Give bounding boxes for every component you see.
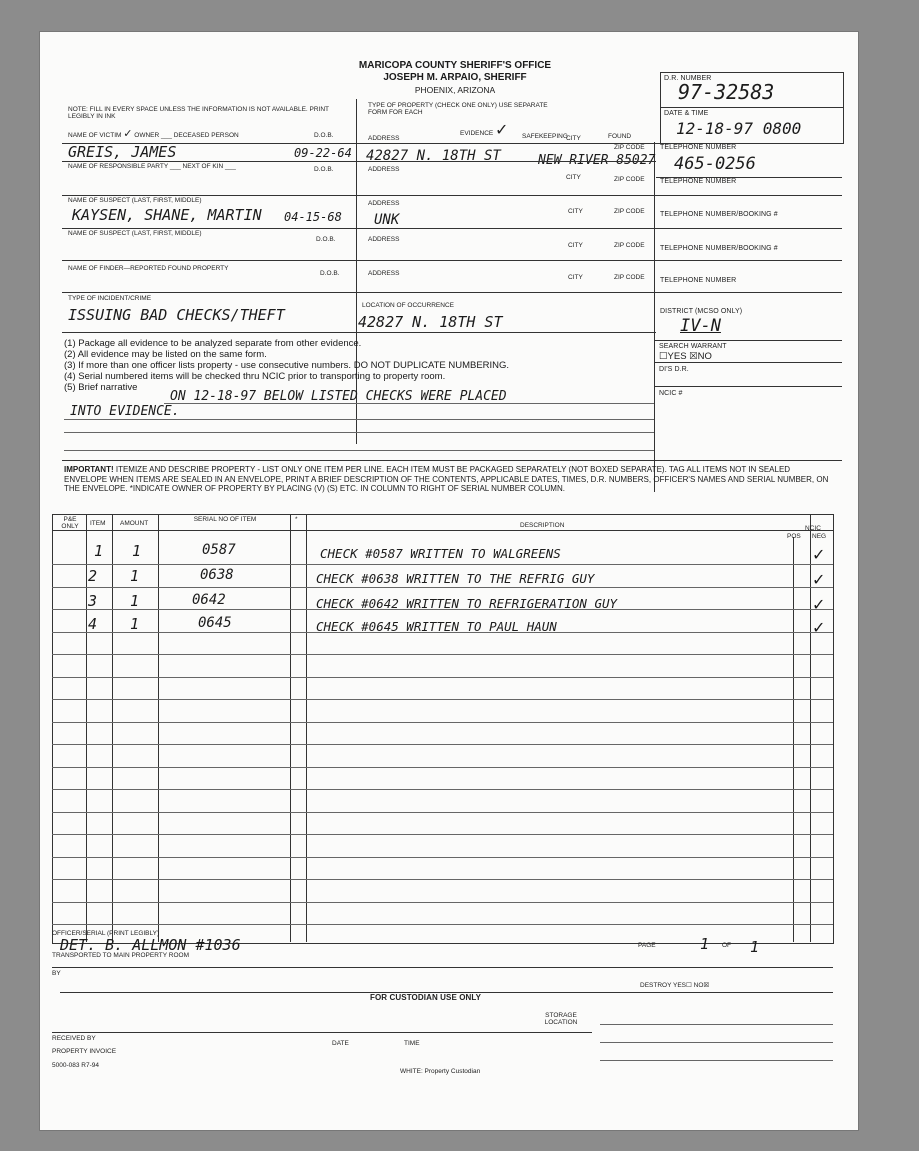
suspect1-label: NAME OF SUSPECT (LAST, FIRST, MIDDLE) [68, 197, 202, 204]
telephone-label: TELEPHONE NUMBER [660, 144, 737, 151]
occurrence-label: LOCATION OF OCCURRENCE [362, 302, 454, 309]
destroy-option: DESTROY YES☐ NO☒ [640, 982, 710, 989]
suspect1-zip-label: ZIP CODE [614, 208, 645, 215]
row-description: CHECK #0638 WRITTEN TO THE REFRIG GUY [316, 571, 595, 586]
property-invoice-label: PROPERTY INVOICE [52, 1048, 117, 1055]
search-warrant-label: SEARCH WARRANT [659, 343, 727, 350]
table-rule [52, 744, 833, 745]
suspect2-city-label: CITY [568, 242, 583, 249]
row-amount: 1 [132, 542, 142, 560]
table-row [52, 615, 832, 638]
table-row [52, 567, 832, 590]
table-rule [52, 879, 833, 880]
dr-number-label: D.R. NUMBER [664, 75, 712, 82]
col-header-pos: POS [787, 533, 801, 540]
sheriff-name: JOSEPH M. ARPAIO, SHERIFF [383, 72, 527, 83]
row-serial: 0638 [200, 567, 234, 583]
copy-distribution: WHITE: Property Custodian [400, 1068, 481, 1075]
telephone-booking2-label: TELEPHONE NUMBER/BOOKING # [660, 245, 778, 252]
district-label: DISTRICT (MCSO ONLY) [660, 308, 743, 315]
victim-name: GREIS, JAMES [68, 143, 177, 161]
occurrence-value: 42827 N. 18TH ST [358, 313, 503, 331]
suspect2-label: NAME OF SUSPECT (LAST, FIRST, MIDDLE) [68, 230, 202, 237]
of-value: 1 [750, 938, 760, 956]
victim-label: NAME OF VICTIM ✓ OWNER ___ DECEASED PERSON [68, 128, 239, 140]
by-label: BY [52, 970, 61, 977]
responsible-party-label: NAME OF RESPONSIBLE PARTY ___ NEXT OF KIN ___ [68, 163, 236, 170]
finder-label: NAME OF FINDER—REPORTED FOUND PROPERTY [68, 265, 229, 272]
table-rule [52, 767, 833, 768]
agency-location: PHOENIX, ARIZONA [414, 85, 496, 95]
row-item: 2 [88, 567, 98, 585]
date-time-label: DATE & TIME [664, 110, 709, 117]
table-rule [52, 789, 833, 790]
row-description: CHECK #0645 WRITTEN TO PAUL HAUN [316, 619, 557, 634]
time-label: TIME [404, 1040, 420, 1047]
instructions-list [64, 338, 509, 393]
suspect1-dob: 04-15-68 [284, 210, 342, 224]
date-time-value: 12-18-97 0800 [676, 119, 802, 138]
victim-city-label: CITY [566, 135, 581, 142]
row-ncic-neg: ✓ [812, 597, 826, 614]
suspect1-name: KAYSEN, SHANE, MARTIN [72, 206, 262, 224]
suspect1-address-label: ADDRESS [368, 200, 400, 207]
responsible-dob-label: D.O.B. [314, 166, 334, 173]
table-rule [52, 699, 833, 700]
victim-dob-label: D.O.B. [314, 132, 334, 139]
safekeeping-option: SAFEKEEPING [522, 133, 568, 140]
row-ncic-neg: ✓ [812, 547, 826, 564]
victim-zip-label: ZIP CODE [614, 144, 645, 151]
district-value: IV-N [680, 316, 721, 336]
narrative-line-2: INTO EVIDENCE. [70, 404, 180, 419]
property-invoice-form [40, 32, 858, 1130]
table-rule [52, 857, 833, 858]
important-notice: IMPORTANT! ITEMIZE AND DESCRIBE PROPERTY - LIST ONLY ONE ITEM PER LINE. EACH ITEM MUST BE PACKAGED SEPARATELY (NOT BOXED SEPARATE). TAG ALL ITEMS NOT IN SEALED ENVELOPE WHEN ITEMS ARE SEALED IN AN ENVELOPE, PRINT A BRIEF DESCRIPTION OF THE CONTENTS, APPLICABLE DATES, TIMES, D.R. NUMBERS, OFFICER'S NAMES AND SERIAL NUMBER, ON THE ENVELOPE. *INDICATE OWNER OF PROPERTY BY PLACING (V) (S) ETC. IN COLUMN TO RIGHT OF SERIAL NUMBER COLUMN. [64, 465, 829, 493]
instruction-4: (4) Serial numbered items will be checked thru NCIC prior to transporting to property room. [64, 371, 446, 382]
row-ncic-neg: ✓ [812, 620, 826, 637]
table-row [52, 542, 832, 565]
table-rule [52, 902, 833, 903]
row-amount: 1 [130, 615, 140, 633]
victim-address: 42827 N. 18TH ST [366, 148, 501, 164]
page-value: 1 [700, 935, 710, 953]
row-ncic-neg: ✓ [812, 572, 826, 589]
storage-location-label: STORAGE LOCATION [544, 1012, 578, 1026]
col-header-pse: P&E ONLY [61, 516, 79, 530]
suspect2-dob-label: D.O.B. [316, 236, 336, 243]
dr-number-value: 97-32583 [678, 80, 775, 104]
officer-serial-label: OFFICER/SERIAL (PRINT LEGIBLY) [52, 930, 160, 937]
form-note: NOTE: FILL IN EVERY SPACE UNLESS THE INFORMATION IS NOT AVAILABLE. PRINT LEGIBLY IN INK [68, 106, 329, 120]
suspect2-address-label: ADDRESS [368, 236, 400, 243]
incident-value: ISSUING BAD CHECKS/THEFT [68, 306, 285, 324]
form-header [305, 60, 605, 96]
row-item: 4 [88, 615, 98, 633]
ds-dr-label: DI'S D.R. [659, 366, 689, 373]
search-warrant-options: ☐YES ☒NO [659, 351, 712, 362]
row-item: 3 [88, 592, 98, 610]
row-serial: 0642 [192, 592, 226, 608]
col-header-amount: AMOUNT [120, 520, 149, 527]
responsible-zip-label: ZIP CODE [614, 176, 645, 183]
suspect2-zip-label: ZIP CODE [614, 242, 645, 249]
row-description: CHECK #0587 WRITTEN TO WALGREENS [320, 546, 561, 561]
of-label: OF [722, 942, 732, 949]
table-rule [52, 924, 833, 925]
narrative-line-1: ON 12-18-97 BELOW LISTED CHECKS WERE PLACED [170, 389, 507, 404]
telephone-booking1-label: TELEPHONE NUMBER/BOOKING # [660, 211, 778, 218]
custodian-use-label: FOR CUSTODIAN USE ONLY [370, 993, 482, 1002]
evidence-option: EVIDENCE ✓ [460, 122, 509, 139]
finder-address-label: ADDRESS [368, 270, 400, 277]
type-of-property-label: TYPE OF PROPERTY (CHECK ONE ONLY) USE SEPARATE FORM FOR EACH [368, 102, 548, 116]
table-rule [52, 834, 833, 835]
row-serial: 0587 [202, 542, 236, 558]
finder-zip-label: ZIP CODE [614, 274, 645, 281]
col-header-ncic: NCIC [805, 525, 821, 532]
col-header-serial: SERIAL NO OF ITEM [193, 516, 257, 523]
form-number: 5000-083 R7-94 [52, 1062, 99, 1069]
responsible-city-label: CITY [566, 174, 581, 181]
victim-city-zip: NEW RIVER 85027 [538, 153, 656, 168]
telephone3-label: TELEPHONE NUMBER [660, 277, 737, 284]
evidence-checkmark: ✓ [495, 122, 509, 139]
finder-dob-label: D.O.B. [320, 270, 340, 277]
agency-name: MARICOPA COUNTY SHERIFF'S OFFICE [358, 60, 552, 71]
row-item: 1 [94, 542, 104, 560]
table-rule [52, 812, 833, 813]
found-option: FOUND [608, 133, 632, 140]
col-header-neg: NEG [812, 533, 827, 540]
victim-address-label: ADDRESS [368, 135, 400, 142]
transported-label: TRANSPORTED TO MAIN PROPERTY ROOM [52, 952, 190, 959]
row-description: CHECK #0642 WRITTEN TO REFRIGERATION GUY [316, 596, 618, 611]
col-header-owner: * [295, 516, 298, 523]
instruction-2: (2) All evidence may be listed on the same form. [64, 349, 267, 360]
table-rule [52, 677, 833, 678]
responsible-address-label: ADDRESS [368, 166, 400, 173]
instruction-1: (1) Package all evidence to be analyzed separate from other evidence. [64, 338, 362, 349]
table-rule [52, 654, 833, 655]
received-by-label: RECEIVED BY [52, 1035, 96, 1042]
col-header-item: ITEM [90, 520, 106, 527]
instruction-3: (3) If more than one officer lists property - use consecutive numbers. DO NOT DUPLICATE NUMBERING. [64, 360, 510, 371]
row-amount: 1 [130, 567, 140, 585]
date-label: DATE [332, 1040, 349, 1047]
table-row [52, 592, 832, 615]
victim-dob: 09-22-64 [294, 146, 352, 160]
instruction-5: (5) Brief narrative [64, 382, 138, 393]
officer-serial-value: DET. B. ALLMON #1036 [60, 936, 241, 954]
table-rule [52, 722, 833, 723]
incident-label: TYPE OF INCIDENT/CRIME [68, 295, 152, 302]
telephone-value: 465-0256 [674, 154, 756, 174]
ncic-number-label: NCIC # [659, 390, 683, 397]
page-label: PAGE [638, 942, 656, 949]
row-amount: 1 [130, 592, 140, 610]
suspect1-address: UNK [374, 212, 400, 228]
telephone2-label: TELEPHONE NUMBER [660, 178, 737, 185]
suspect1-city-label: CITY [568, 208, 583, 215]
row-serial: 0645 [198, 615, 232, 631]
finder-city-label: CITY [568, 274, 583, 281]
col-header-description: DESCRIPTION [520, 522, 565, 529]
